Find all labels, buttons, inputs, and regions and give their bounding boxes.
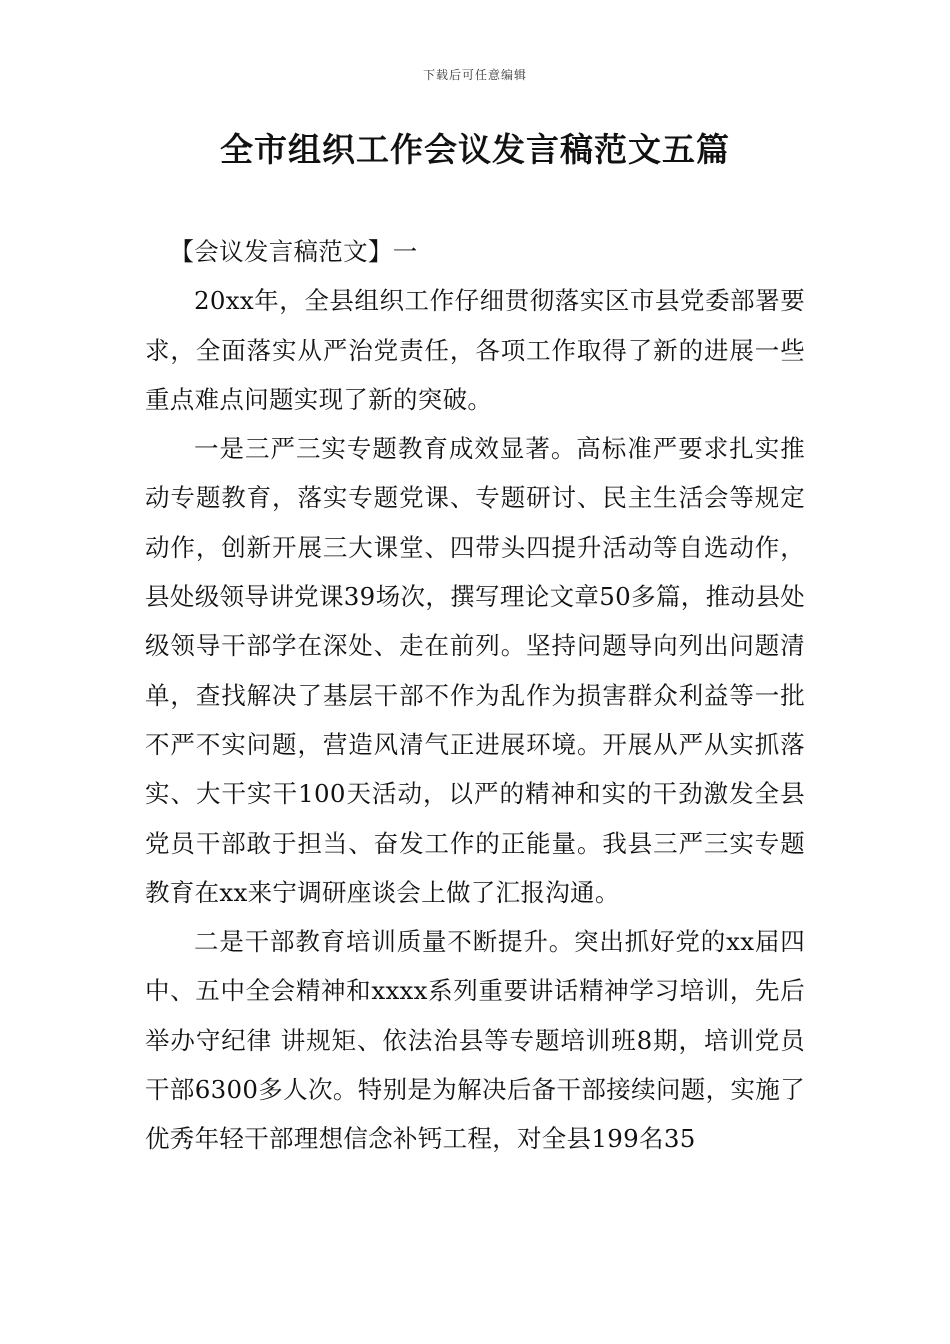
section-label: 【会议发言稿范文】一	[169, 237, 418, 266]
paragraph: 二是干部教育培训质量不断提升。突出抓好党的xx届四中、五中全会精神和xxxx系列重要讲话精神学习培训，先后举办守纪律 讲规矩、依法治县等专题培训班8期，培训党员干部6300多人次。特别是为解决后备干部接续问题，实施了优秀年轻干部理想信念补钙工程，对全县199名35	[145, 927, 805, 1154]
document-body	[145, 227, 805, 1164]
header-note: 下载后可任意编辑	[422, 68, 527, 82]
paragraph: 20xx年，全县组织工作仔细贯彻落实区市县党委部署要求，全面落实从严治党责任，各项工作取得了新的进展一些重点难点问题实现了新的突破。	[145, 286, 805, 414]
paragraph: 一是三严三实专题教育成效显著。高标准严要求扎实推动专题教育，落实专题党课、专题研讨、民主生活会等规定动作，创新开展三大课堂、四带头四提升活动等自选动作，县处级领导讲党课39场次，撰写理论文章50多篇，推动县处级领导干部学在深处、走在前列。坚持问题导向列出问题清单，查找解决了基层干部不作为乱作为损害群众利益等一批不严不实问题，营造风清气正进展环境。开展从严从实抓落实、大干实干100天活动，以严的精神和实的干劲激发全县党员干部敢于担当、奋发工作的正能量。我县三严三实专题教育在xx来宁调研座谈会上做了汇报沟通。	[145, 434, 805, 907]
document-title: 全市组织工作会议发言稿范文五篇	[220, 130, 730, 169]
